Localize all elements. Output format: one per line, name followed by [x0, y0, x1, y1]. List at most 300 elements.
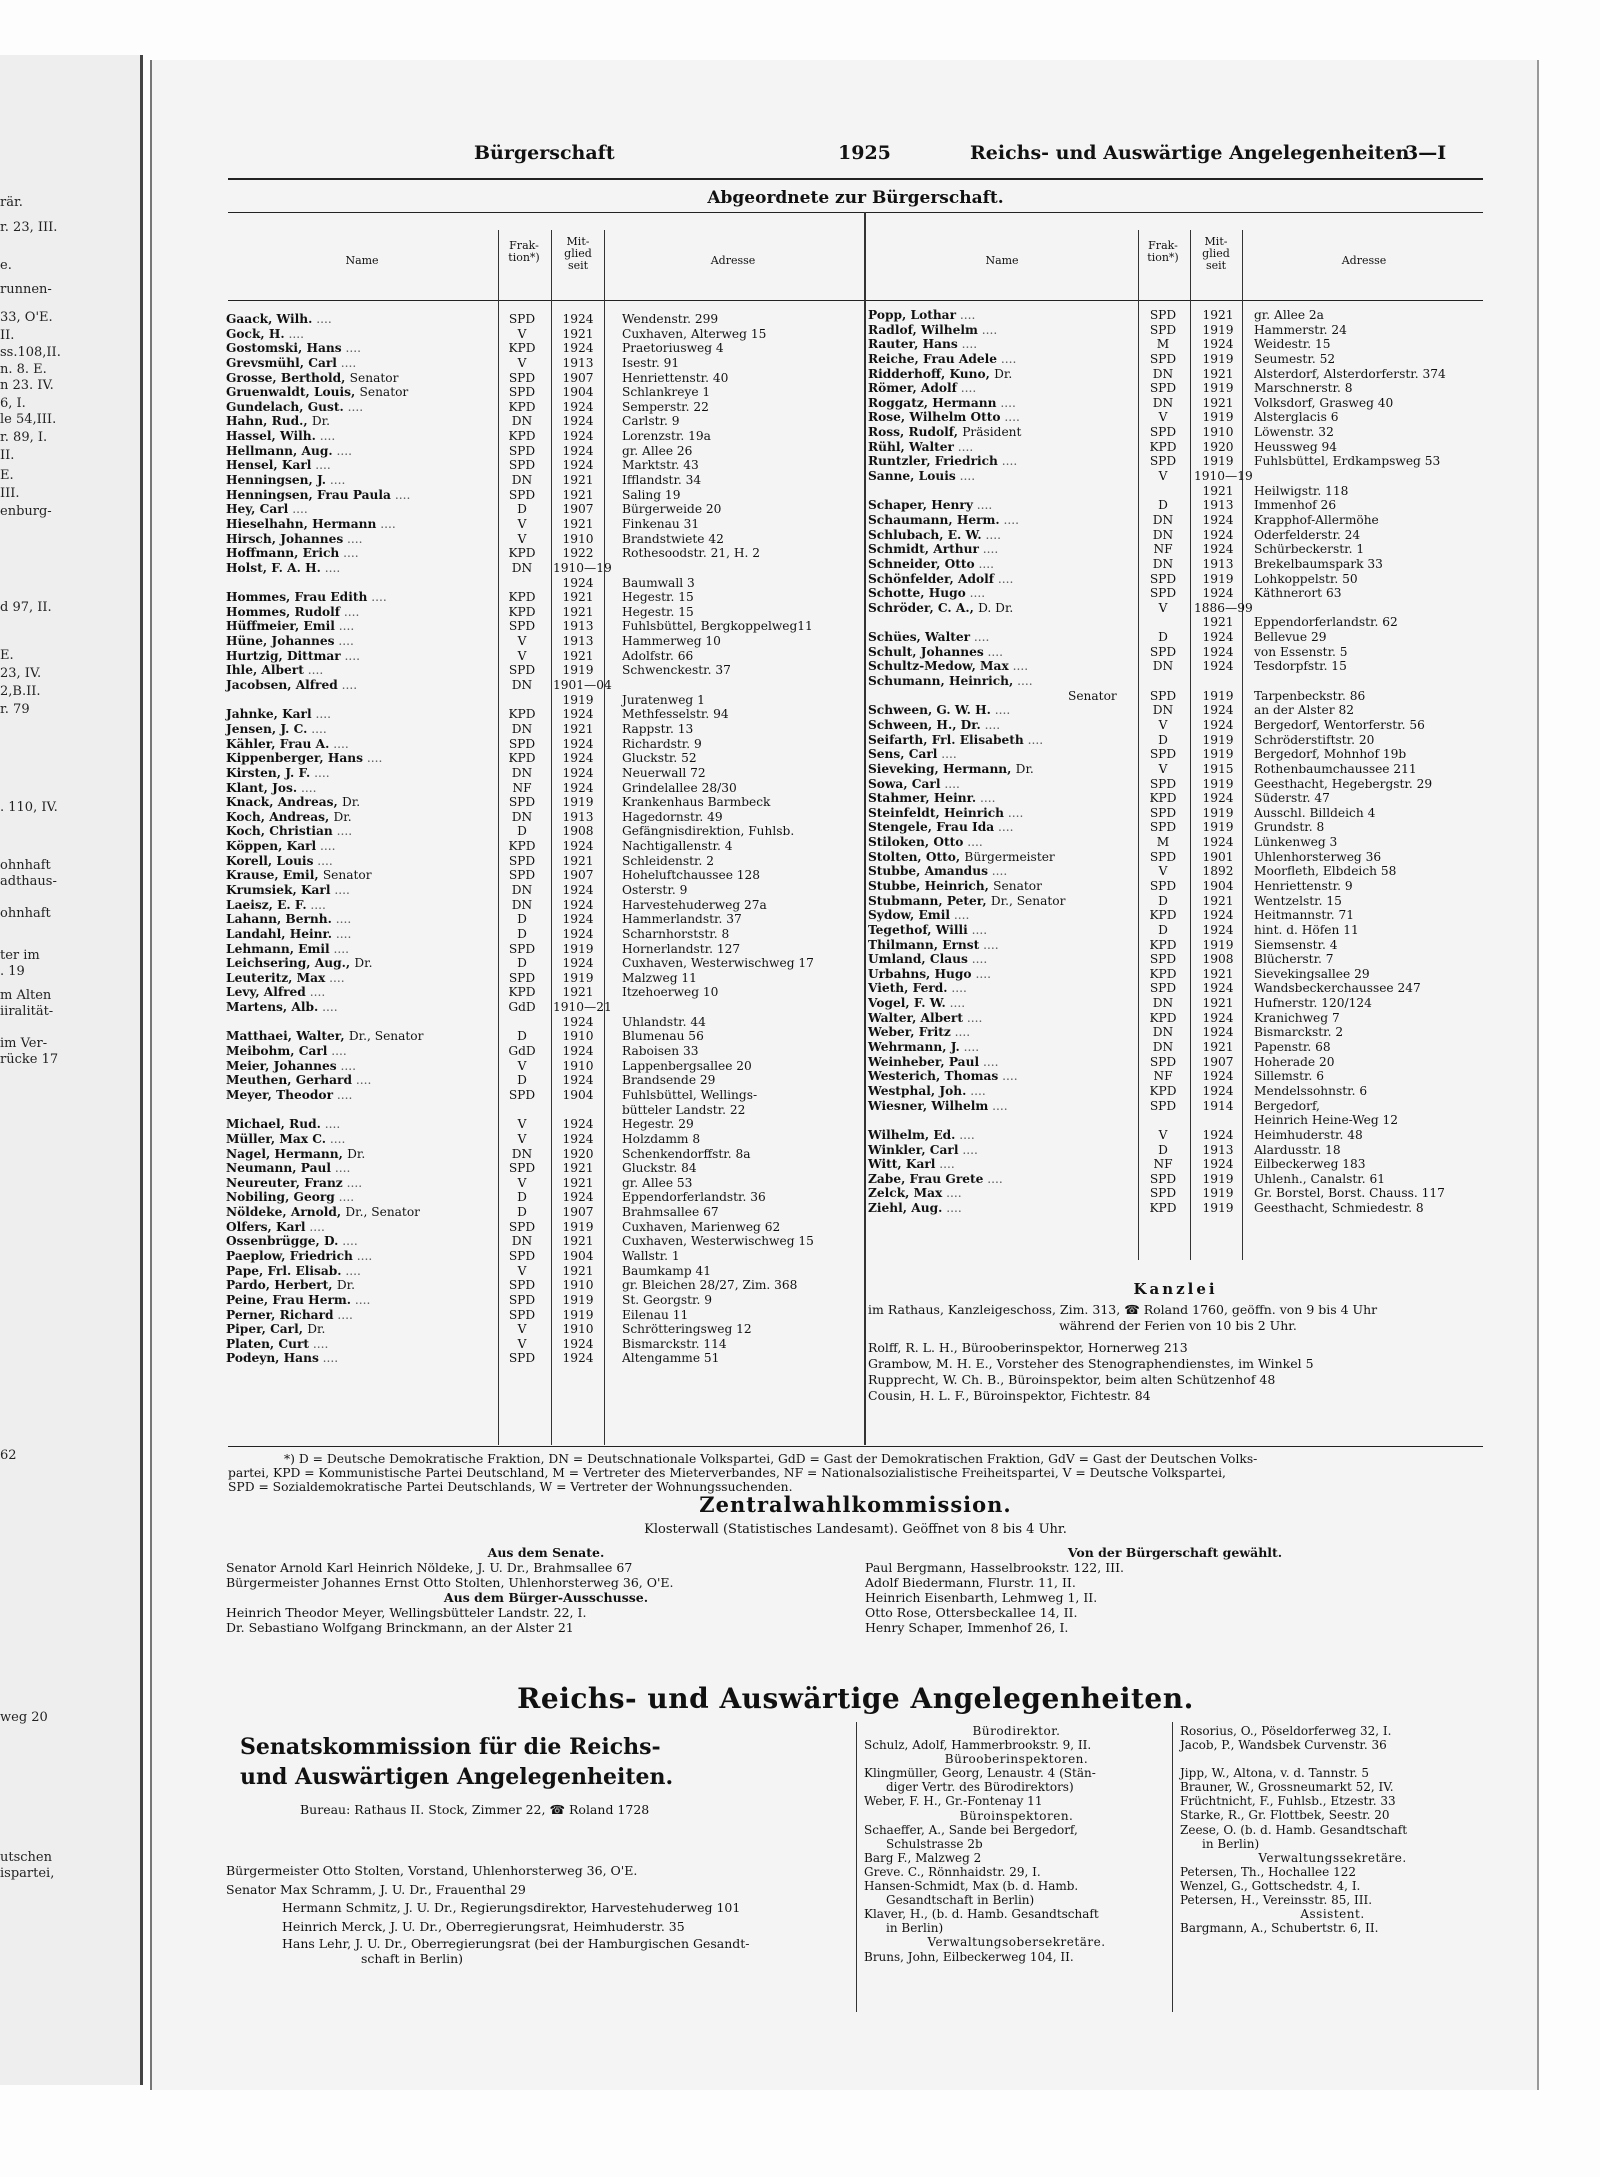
member-name — [868, 645, 1003, 660]
member-name — [226, 1073, 371, 1088]
top-rule — [228, 178, 1483, 180]
member-name-text: Leuteritz, Max — [226, 970, 326, 985]
member-since: 1924 — [562, 443, 594, 458]
leader-dots: .... — [981, 527, 1001, 542]
member-since: 1913 — [1202, 498, 1234, 513]
member-address: Eppendorferlandstr. 36 — [622, 1190, 766, 1205]
edge-fragment: r. 23, III. — [0, 220, 58, 235]
staff-entry: Wenzel, G., Gottschedstr. 4, I. — [1180, 1878, 1361, 1893]
leader-dots: .... — [341, 341, 361, 356]
member-since: 1910—19 — [1194, 469, 1253, 484]
leader-dots: .... — [337, 678, 358, 693]
leader-dots: .... — [329, 941, 350, 956]
member-address: Gefängnisdirektion, Fuhlsb. — [622, 824, 795, 839]
member-fraktion: GdD — [508, 1044, 536, 1059]
member-row — [226, 737, 862, 752]
member-address: Wandsbeckerchaussee 247 — [1254, 981, 1421, 996]
member-fraktion: KPD — [508, 707, 536, 722]
leader-dots: .... — [972, 498, 993, 513]
footnote-line: SPD = Sozialdemokratische Partei Deutschlands, W = Vertreter der Wohnungssuchenden. — [228, 1480, 793, 1494]
member-row — [226, 473, 862, 488]
member-since: 1919 — [1202, 688, 1234, 703]
leader-dots: .... — [945, 996, 966, 1011]
edge-fragment: adthaus- — [0, 874, 57, 889]
member-row — [226, 1132, 862, 1147]
member-since: 1924 — [1202, 1157, 1234, 1172]
member-row — [868, 850, 1483, 865]
kanzlei-staff: Rupprecht, W. Ch. B., Büroinspektor, beim alten Schützenhof 48 — [868, 1372, 1276, 1387]
member-name-text: Grevsmühl, Carl — [226, 355, 337, 370]
leader-dots: .... — [311, 707, 331, 722]
member-address: Hegestr. 15 — [622, 590, 694, 605]
member-fraktion: D — [1158, 893, 1168, 908]
leader-dots: .... — [990, 703, 1011, 718]
member-name-text: Ossenbrügge, D. — [226, 1234, 339, 1249]
member-address: Malzweg 11 — [622, 970, 697, 985]
member-address: Moorfleth, Elbdeich 58 — [1254, 864, 1397, 879]
member-address: Bürgerweide 20 — [622, 502, 722, 517]
member-address: Heinrich Heine-Weg 12 — [1254, 1113, 1399, 1128]
leader-dots: .... — [334, 1190, 355, 1205]
member-name — [226, 327, 304, 342]
member-name — [868, 323, 997, 338]
member-fraktion: D — [517, 912, 527, 927]
member-since: 1924 — [1202, 1127, 1234, 1142]
member-address: Schenkendorffstr. 8a — [622, 1146, 751, 1161]
member-name-text: Leichsering, Aug., — [226, 956, 351, 971]
member-since: 1907 — [1202, 1054, 1234, 1069]
leader-dots: .... — [997, 351, 1017, 366]
kanzlei-staff: Cousin, H. L. F., Büroinspektor, Fichtestr. 84 — [868, 1388, 1151, 1403]
member-fraktion: NF — [1153, 1069, 1173, 1084]
sep — [1172, 1722, 1173, 2012]
member-name-text: Koch, Andreas, — [226, 809, 330, 824]
member-name-text: Rose, Wilhelm Otto — [868, 410, 1001, 425]
leader-dots: .... — [955, 469, 976, 484]
member-row — [868, 440, 1483, 455]
member-name-text: Schween, H., Dr. — [868, 717, 981, 732]
member-name — [226, 868, 372, 883]
member-name — [868, 659, 1028, 674]
member-address: Blücherstr. 7 — [1254, 952, 1334, 967]
leader-dots: .... — [376, 516, 396, 531]
member-name — [226, 605, 359, 620]
member-fraktion: SPD — [1149, 1171, 1177, 1186]
member-row — [868, 645, 1483, 660]
member-name — [868, 908, 969, 923]
member-row — [868, 1055, 1483, 1070]
member-name — [868, 703, 1010, 718]
member-name-text: Schmidt, Arthur — [868, 542, 979, 557]
member-name — [226, 722, 327, 737]
member-address: Heitmannstr. 71 — [1254, 908, 1355, 923]
member-fraktion: V — [1158, 1127, 1168, 1142]
leader-dots: .... — [950, 1025, 971, 1040]
member-fraktion: D — [1158, 498, 1168, 513]
staff-entry: in Berlin) — [1202, 1836, 1260, 1851]
member-name-text: Hommes, Rudolf — [226, 604, 341, 619]
member-name-text: Grosse, Berthold, — [226, 370, 346, 385]
member-name-text: Gundelach, Gust. — [226, 399, 344, 414]
member-row — [226, 1205, 862, 1220]
member-address: Baumwall 3 — [622, 575, 695, 590]
member-fraktion: DN — [511, 1146, 533, 1161]
member-address: Süderstr. 47 — [1254, 791, 1330, 806]
member-address: Finkenau 31 — [622, 516, 700, 531]
member-name — [868, 718, 1000, 733]
member-since: 1919 — [1202, 805, 1234, 820]
leader-dots: .... — [339, 546, 359, 561]
member-fraktion: DN — [1152, 996, 1174, 1011]
member-name-text: Neureuter, Franz — [226, 1175, 343, 1190]
member-fraktion: SPD — [1149, 1098, 1177, 1113]
member-address: Oderfelderstr. 24 — [1254, 527, 1361, 542]
member-name-text: Paeplow, Friedrich — [226, 1249, 353, 1263]
member-fraktion: M — [1156, 337, 1170, 352]
member-fraktion: NF — [1153, 542, 1173, 557]
staff-entry: Jacob, P., Wandsbek Curvenstr. 36 — [1180, 1738, 1387, 1753]
member-address: Heimhuderstr. 48 — [1254, 1127, 1363, 1142]
member-since: 1924 — [562, 399, 594, 414]
leader-dots: .... — [958, 1142, 978, 1157]
leader-dots: .... — [996, 395, 1016, 410]
leader-dots: .... — [997, 454, 1018, 469]
member-address: Seumestr. 52 — [1254, 351, 1336, 366]
leader-dots: .... — [979, 1054, 999, 1069]
member-since: 1921 — [562, 473, 594, 488]
member-fraktion: SPD — [508, 1278, 536, 1293]
member-since: 1924 — [562, 882, 594, 897]
member-row — [226, 693, 862, 708]
member-row — [226, 1337, 862, 1352]
member-name — [226, 1176, 362, 1191]
member-address: Carlstr. 9 — [622, 414, 680, 429]
member-name — [226, 312, 332, 327]
staff-entry: Rosorius, O., Pöseldorferweg 32, I. — [1180, 1724, 1392, 1738]
member-name-text: Steinfeldt, Heinrich — [868, 805, 1005, 820]
kanzlei-staff: Grambow, M. H. E., Vorsteher des Stenographendienstes, im Winkel 5 — [868, 1356, 1314, 1371]
member-name-text: Sydow, Emil — [868, 908, 950, 923]
member-name-text: Sieveking, Hermann, — [868, 761, 1012, 776]
leader-dots: .... — [342, 1175, 363, 1190]
member-address: Mendelssohnstr. 6 — [1254, 1083, 1368, 1098]
member-name-text: Popp, Lothar — [868, 308, 957, 322]
member-since: 1910 — [562, 1029, 594, 1044]
member-name — [868, 777, 960, 792]
member-address: Itzehoerweg 10 — [622, 985, 719, 1000]
member-row — [868, 1113, 1483, 1128]
member-name-text: Stolten, Otto, — [868, 849, 961, 864]
member-since: 1919 — [562, 1307, 594, 1322]
member-since: 1919 — [1202, 1186, 1234, 1201]
member-name-text: Vieth, Ferd. — [868, 981, 948, 996]
member-fraktion: D — [1158, 1142, 1168, 1157]
member-row — [226, 605, 862, 620]
member-address: Ifflandstr. 34 — [622, 473, 702, 488]
member-fraktion: DN — [1152, 527, 1174, 542]
leader-dots: .... — [1013, 674, 1033, 689]
staff-entry: Jipp, W., Altona, v. d. Tannstr. 5 — [1180, 1766, 1370, 1781]
member-name-text: Platen, Curt — [226, 1336, 310, 1351]
member-name-text: Pardo, Herbert, — [226, 1278, 333, 1293]
member-fraktion: SPD — [508, 1161, 536, 1176]
member-fraktion: SPD — [1149, 454, 1177, 469]
member-row — [226, 810, 862, 825]
staff-entry: Petersen, H., Vereinsstr. 85, III. — [1180, 1893, 1373, 1908]
member-name — [868, 630, 989, 645]
member-fraktion: SPD — [1149, 351, 1177, 366]
member-fraktion: KPD — [508, 546, 536, 561]
member-since: 1924 — [1202, 586, 1234, 601]
member-address: Praetoriusweg 4 — [622, 341, 724, 356]
member-name-text: Henningsen, J. — [226, 473, 327, 488]
senatskommission-title — [240, 1732, 840, 1792]
member-since: 1907 — [562, 1205, 594, 1220]
member-name-text: Schües, Walter — [868, 630, 971, 645]
member-since: 1921 — [1202, 996, 1234, 1011]
member-address: von Essenstr. 5 — [1254, 644, 1348, 659]
member-fraktion: SPD — [508, 1087, 536, 1102]
member-name — [868, 996, 965, 1011]
member-name-text: Hüne, Johannes — [226, 634, 335, 649]
member-title: Dr. — [336, 1278, 355, 1293]
member-address: gr. Allee 26 — [622, 443, 693, 458]
member-name — [868, 454, 1017, 469]
staff-heading: Büroinspektoren. — [959, 1808, 1074, 1823]
member-title: D. Dr. — [978, 600, 1014, 615]
member-fraktion: KPD — [1149, 1010, 1177, 1025]
member-row — [868, 864, 1483, 879]
member-name — [226, 810, 352, 825]
member-name-text: Thilmann, Ernst — [868, 937, 980, 952]
edge-fragment: . 19 — [0, 964, 25, 979]
member-row — [226, 371, 862, 386]
leader-dots: .... — [983, 644, 1004, 659]
member-row — [226, 1073, 862, 1088]
member-fraktion: V — [1158, 717, 1168, 732]
staff-entry: Hansen-Schmidt, Max (b. d. Hamb. — [864, 1879, 1079, 1894]
member-name-text: Urbahns, Hugo — [868, 966, 972, 981]
member-fraktion: DN — [511, 560, 533, 575]
member-row — [868, 381, 1483, 396]
member-name-text: Westerich, Thomas — [868, 1069, 999, 1084]
member-since: 1924 — [562, 780, 594, 795]
member-fraktion: KPD — [508, 399, 536, 414]
member-row — [226, 546, 862, 561]
footnote — [228, 1452, 1488, 1494]
member-name-text: Schröder, C. A., — [868, 600, 974, 615]
member-since: 1913 — [1202, 556, 1234, 571]
member-address: Heilwigstr. 118 — [1254, 483, 1349, 498]
leader-dots: .... — [940, 776, 960, 791]
member-address: Geesthacht, Schmiedestr. 8 — [1254, 1201, 1424, 1216]
member-fraktion: SPD — [1149, 878, 1177, 893]
member-address: Hagedornstr. 49 — [622, 809, 723, 824]
member-row — [868, 689, 1483, 704]
edge-fragment: 23, IV. — [0, 666, 42, 681]
member-name — [868, 747, 957, 762]
member-row — [226, 458, 862, 473]
member-address: Neuerwall 72 — [622, 765, 706, 780]
member-name — [868, 967, 991, 982]
member-fraktion: KPD — [508, 590, 536, 605]
leader-dots: .... — [320, 560, 341, 575]
member-since: 1924 — [562, 312, 594, 326]
member-since: 1924 — [562, 926, 594, 941]
leader-dots: .... — [978, 542, 999, 557]
member-since: 1920 — [562, 1146, 594, 1161]
member-name-text: Hirsch, Johannes — [226, 531, 344, 546]
edge-fragment: . 110, IV. — [0, 800, 58, 815]
member-row — [226, 839, 862, 854]
member-since: 1924 — [1202, 644, 1234, 659]
leader-dots: .... — [332, 443, 352, 458]
zentral-senat-head: Aus dem Senate. — [487, 1545, 605, 1560]
leader-dots: .... — [971, 966, 991, 981]
member-since: 1922 — [562, 546, 594, 561]
member-fraktion: V — [1158, 600, 1168, 615]
member-row — [226, 971, 862, 986]
member-fraktion: DN — [1152, 1025, 1174, 1040]
member-row — [226, 722, 862, 737]
edge-fragment: 62 — [0, 1448, 17, 1463]
member-fraktion: DN — [1152, 556, 1174, 571]
member-row — [868, 1011, 1483, 1026]
member-title: Senator — [349, 370, 399, 385]
zentral-sub: Klosterwall (Statistisches Landesamt). Geöffnet von 8 bis 4 Uhr. — [644, 1522, 1067, 1537]
member-row — [868, 733, 1483, 748]
member-since: 1910 — [562, 1278, 594, 1293]
member-name-text: Hoffmann, Erich — [226, 546, 340, 561]
member-name — [868, 1099, 1008, 1114]
member-name — [868, 528, 1001, 543]
member-since: 1921 — [1202, 966, 1234, 981]
zentral-bg-head: Von der Bürgerschaft gewählt. — [1067, 1545, 1283, 1560]
edge-fragment: ohnhaft — [0, 906, 51, 921]
member-fraktion: SPD — [1149, 776, 1177, 791]
member-fraktion: KPD — [1149, 908, 1177, 923]
edge-fragment: n. 8. E. — [0, 362, 47, 377]
member-address: Uhlenhorsterweg 36 — [1254, 849, 1382, 864]
member-name-text: Meier, Johannes — [226, 1058, 337, 1073]
reichs-staff-right — [1180, 1724, 1485, 1935]
member-row — [868, 484, 1483, 499]
leader-dots: .... — [980, 717, 1001, 732]
leader-dots: .... — [303, 663, 324, 678]
member-name-text: Walter, Albert — [868, 1010, 963, 1025]
member-since: 1908 — [1202, 952, 1234, 967]
member-since: 1921 — [562, 487, 594, 502]
member-fraktion: DN — [511, 473, 533, 488]
member-fraktion: SPD — [1149, 747, 1177, 762]
member-address: Saling 19 — [622, 487, 681, 502]
senatskommission-bureau: Bureau: Rathaus II. Stock, Zimmer 22, ☎ Roland 1728 — [300, 1802, 650, 1817]
leader-dots: .... — [320, 1117, 341, 1132]
member-row — [226, 327, 862, 342]
member-name-text: Wehrmann, J. — [868, 1040, 960, 1055]
member-title: Dr. — [354, 956, 373, 971]
member-name-text: Lehmann, Emil — [226, 941, 330, 956]
member-since: 1921 — [562, 853, 594, 868]
member-row — [226, 385, 862, 400]
member-address: Kranichweg 7 — [1254, 1010, 1340, 1025]
leader-dots: .... — [332, 926, 352, 941]
member-row — [226, 1278, 862, 1293]
leader-dots: .... — [977, 322, 998, 337]
member-name-text: Krause, Emil, — [226, 868, 319, 883]
staff-entry: Schaeffer, A., Sande bei Bergedorf, — [864, 1822, 1078, 1837]
member-row — [868, 615, 1483, 630]
member-name-text: Hellmann, Aug. — [226, 443, 333, 458]
member-since: 1921 — [1202, 366, 1234, 381]
member-name-text: Hurtzig, Dittmar — [226, 648, 341, 663]
zentral-member: Otto Rose, Ottersbeckallee 14, II. — [865, 1605, 1078, 1620]
member-name — [226, 1000, 338, 1015]
member-fraktion: D — [517, 1190, 527, 1205]
leader-dots: .... — [310, 765, 330, 780]
member-fraktion: V — [1158, 864, 1168, 879]
leader-dots: .... — [316, 839, 336, 854]
member-name-text: Krumsiek, Karl — [226, 882, 331, 897]
member-name — [226, 795, 360, 810]
member-since: 1924 — [562, 765, 594, 780]
member-address: Cuxhaven, Alterweg 15 — [622, 326, 767, 341]
member-fraktion: SPD — [508, 443, 536, 458]
member-name — [226, 1234, 358, 1249]
member-fraktion: SPD — [508, 736, 536, 751]
member-fraktion: V — [1158, 761, 1168, 776]
staff-entry: Weber, F. H., Gr.-Fontenay 11 — [864, 1794, 1043, 1809]
running-head-page: 3—I — [1405, 142, 1447, 164]
leader-dots: .... — [967, 922, 988, 937]
member-address: Schwenckestr. 37 — [622, 663, 731, 678]
member-name-text: Kähler, Frau A. — [226, 736, 330, 751]
member-address: Löwenstr. 32 — [1254, 425, 1334, 440]
staff-entry: Schulstrasse 2b — [886, 1836, 983, 1851]
member-fraktion: SPD — [508, 487, 536, 502]
member-fraktion: SPD — [508, 385, 536, 400]
member-name — [226, 561, 340, 576]
zentral-ausschuss-head: Aus dem Bürger-Ausschusse. — [443, 1590, 649, 1605]
member-address: Eppendorferlandstr. 62 — [1254, 615, 1398, 630]
member-row — [226, 1029, 862, 1044]
member-since: 1924 — [1202, 908, 1234, 923]
edge-fragment: weg 20 — [0, 1710, 48, 1725]
member-row — [868, 923, 1483, 938]
member-row — [226, 1161, 862, 1176]
member-row — [226, 781, 862, 796]
leader-dots: .... — [947, 981, 967, 996]
member-name-text: Seifarth, Frl. Elisabeth — [868, 732, 1024, 747]
member-name-text: Holst, F. A. H. — [226, 560, 321, 575]
member-fraktion: SPD — [508, 970, 536, 985]
member-since: 1910 — [1202, 425, 1234, 440]
member-fraktion: SPD — [508, 619, 536, 634]
member-name — [868, 410, 1020, 425]
member-since: 1924 — [1202, 337, 1234, 352]
member-name — [226, 473, 345, 488]
member-address: Hammerstr. 24 — [1254, 322, 1347, 337]
member-name — [868, 733, 1043, 748]
member-name — [226, 371, 398, 386]
member-title: Dr. — [347, 1146, 366, 1161]
member-fraktion: D — [517, 956, 527, 971]
member-since: 1919 — [1202, 1171, 1234, 1186]
member-name-text: Schween, G. W. H. — [868, 703, 991, 718]
kommission-member: Bürgermeister Otto Stolten, Vorstand, Uhlenhorsterweg 36, O'E. — [226, 1863, 638, 1878]
member-name — [868, 572, 1013, 587]
leader-dots: .... — [352, 1249, 373, 1263]
